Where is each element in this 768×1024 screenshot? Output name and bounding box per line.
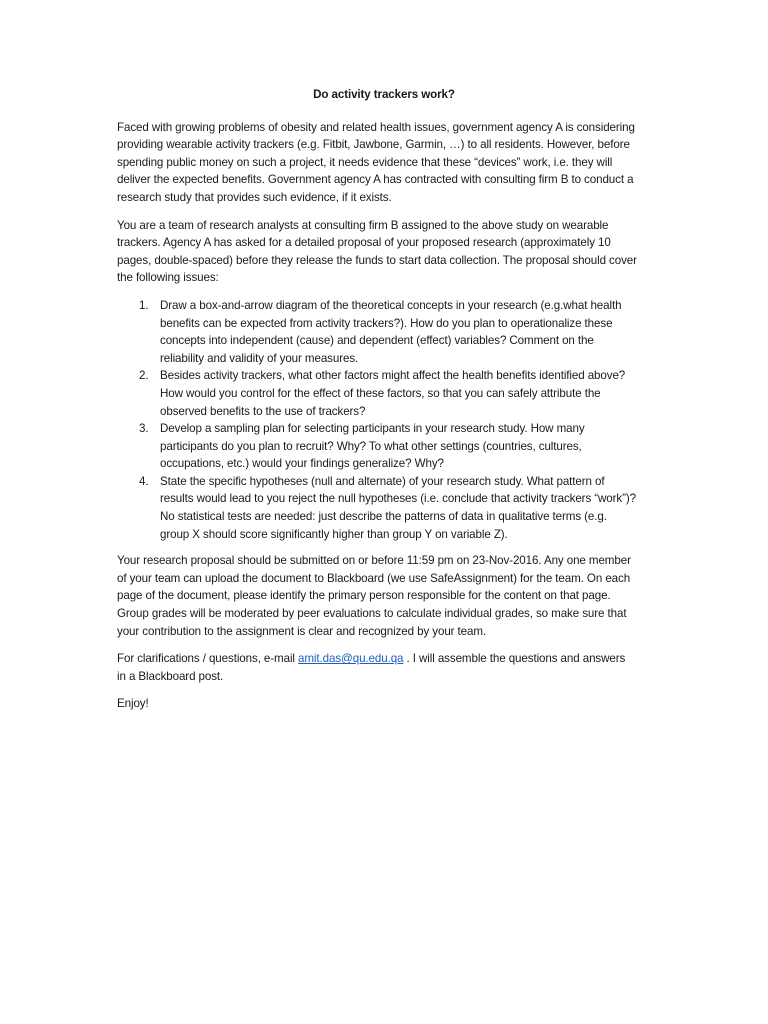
- list-item-number: 1.: [139, 298, 149, 312]
- list-item-number: 2.: [139, 369, 149, 383]
- contact-text-after: . I will assemble the questions and answers in a Blackboard post.: [117, 652, 626, 683]
- closing-line: Enjoy!: [117, 697, 149, 711]
- contact-paragraph: [117, 650, 637, 685]
- list-item: [117, 367, 637, 420]
- list-item: [117, 473, 637, 543]
- page-title: Do activity trackers work?: [313, 88, 455, 101]
- list-item: [117, 297, 637, 367]
- intro-paragraph: Faced with growing problems of obesity and related health issues, government agency A is considering providing wearable activity trackers (e.g. Fitbit, Jawbone, Garmin, …) to all residents. However, before spending public money on such a project, it needs evidence that these “devices” work, i.e. they will deliver the expected benefits. Government agency A has contracted with consulting firm B to conduct a research study that provides such evidence, if it exists.: [117, 120, 635, 204]
- issues-list: [117, 297, 637, 543]
- submission-paragraph: Your research proposal should be submitted on or before 11:59 pm on 23-Nov-2016. Any one member of your team can upload the document to Blackboard (we use SafeAssignment) for the team. On each page of the document, please identify the primary person responsible for the content on that page. Group grades will be moderated by peer evaluations to calculate individual grades, so make sure that your contribution to the assignment is clear and recognized by your team.: [117, 554, 631, 638]
- email-link[interactable]: amit.das@qu.edu.qa: [298, 652, 404, 666]
- contact-text-before: For clarifications / questions, e-mail: [117, 652, 299, 666]
- list-item-text: Develop a sampling plan for selecting participants in your research study. How many participants do you plan to recruit? Why? To what other settings (countries, cultures, occupations, etc.) would your findings generalize? Why?: [160, 422, 585, 471]
- list-item-text: Besides activity trackers, what other factors might affect the health benefits identified above? How would you control for the effect of these factors, so that you can safely attribute the observed benefits to the use of trackers?: [160, 369, 626, 418]
- list-item-text: Draw a box-and-arrow diagram of the theoretical concepts in your research (e.g.what health benefits can be expected from activity trackers?). How do you plan to operationalize these concepts into independent (cause) and dependent (effect) variables? Comment on the reliability and validity of your measures.: [160, 298, 622, 365]
- list-item-number: 3.: [139, 422, 149, 436]
- task-paragraph: You are a team of research analysts at consulting firm B assigned to the above study on wearable trackers. Agency A has asked for a detailed proposal of your proposed research (approximately 10 pages, double-spaced) before they release the funds to start data collection. The proposal should cover the following issues:: [117, 218, 637, 285]
- list-item-number: 4.: [139, 474, 149, 488]
- document-body: [117, 86, 637, 723]
- list-item-text: State the specific hypotheses (null and alternate) of your research study. What pattern of results would lead to you reject the null hypotheses (i.e. conclude that activity trackers “work”)? No statistical tests are needed: just describe the patterns of data in qualitative terms (e.g. group X should score significantly higher than group Y on variable Z).: [160, 474, 636, 541]
- list-item: [117, 420, 637, 473]
